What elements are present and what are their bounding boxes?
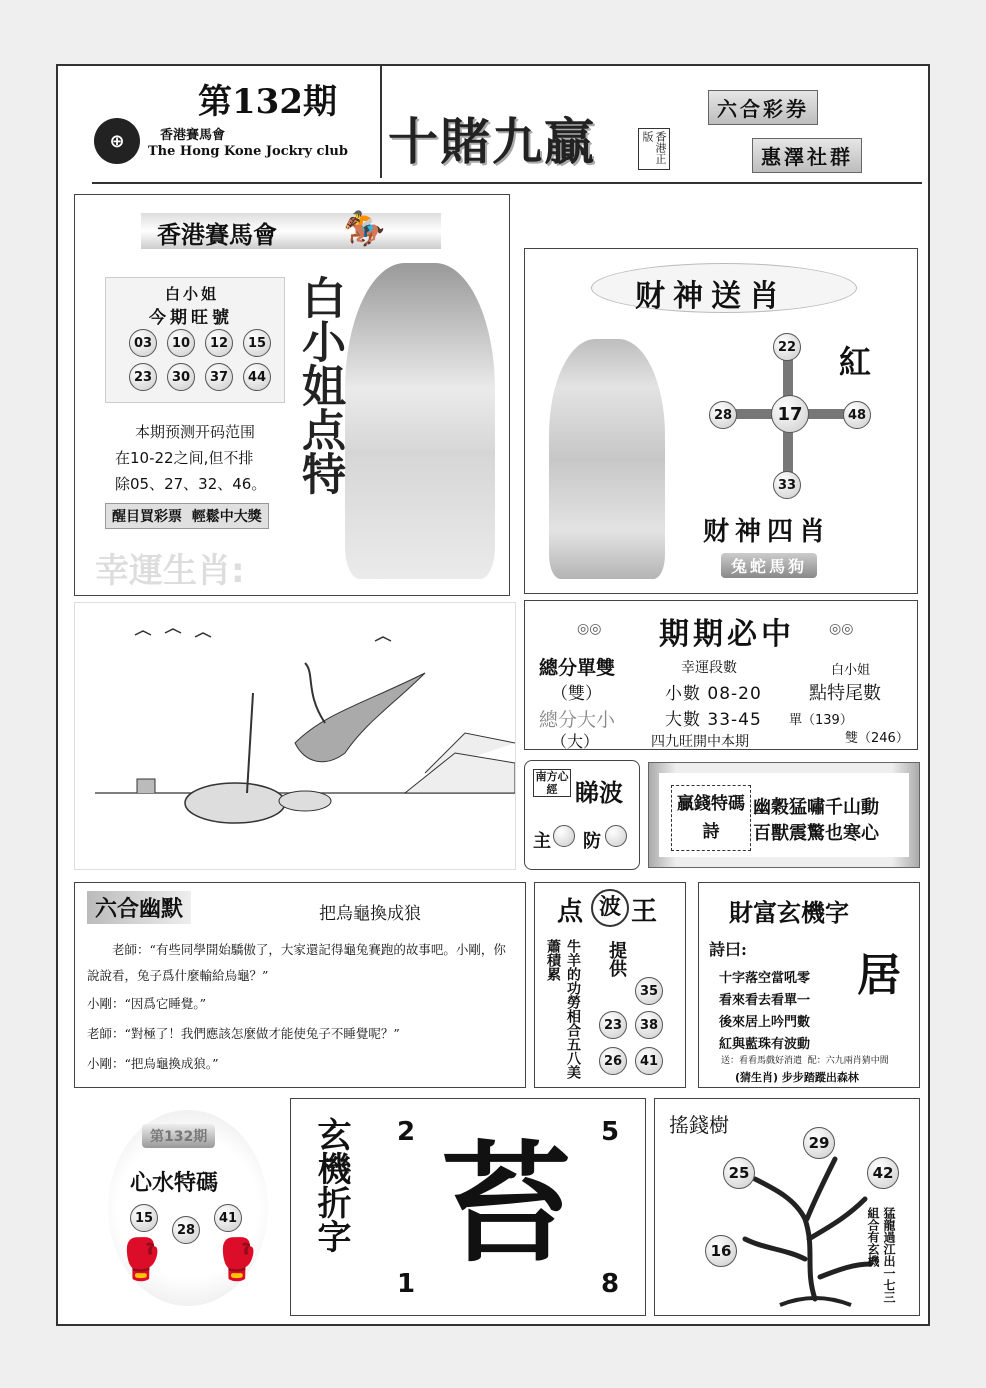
header <box>58 66 928 186</box>
money-tree-panel <box>654 1098 920 1316</box>
qiqi-r4c1: （大） <box>551 732 600 751</box>
lucky-numbers-title: 今期旺號 <box>149 308 233 328</box>
wave-watch-panel <box>524 760 640 870</box>
tree-number: 25 <box>723 1157 755 1189</box>
qiqi-r1c1: 總分單雙 <box>539 657 616 679</box>
qiqi-r3c1: 總分大小 <box>539 709 616 731</box>
wave-king-number: 26 <box>599 1047 627 1075</box>
predict-line-2: 在10-22之间,但不排 <box>115 449 254 467</box>
horse-panel <box>74 194 510 596</box>
heart-issue-badge: 第132期 <box>142 1124 215 1148</box>
heart-number: 15 <box>130 1204 158 1232</box>
wave-king-provide: 提供 <box>606 941 627 977</box>
lucky-number-ball: 44 <box>243 363 271 391</box>
wave-king-number: 23 <box>599 1011 627 1039</box>
fortune-title: 財富玄機字 <box>729 898 849 927</box>
humor-paragraph-2: 小剛：“因爲它睡覺。” <box>87 996 207 1011</box>
qiqi-panel <box>524 600 918 750</box>
glove-icon-right: 🥊 <box>212 1237 262 1283</box>
fortune-poem-head: 詩曰: <box>709 940 747 959</box>
qiqi-r4c2: 四九旺開中本期 <box>651 734 749 750</box>
heart-number: 28 <box>172 1216 200 1244</box>
compass-left-number: 28 <box>709 401 737 429</box>
club-name-en: The Hong Kone Jockry club <box>148 144 348 159</box>
south-heart-badge: 南方心經 <box>533 769 571 797</box>
qiqi-r3c2: 大數 33-45 <box>665 710 762 730</box>
main-ball-icon <box>553 825 575 847</box>
wave-king-title-a: 点 <box>557 897 584 927</box>
fortune-big-char: 居 <box>857 950 901 1001</box>
qiqi-title: 期期必中 <box>659 617 795 652</box>
color-word: 紅 <box>839 343 872 381</box>
predict-line-1: 本期预测开码范围 <box>135 423 256 441</box>
hkjc-logo-icon: ⊕ <box>94 118 140 164</box>
wave-king-poem: 牛羊的功勞相合五八美蕭積累 <box>545 939 581 1079</box>
humor-paragraph-4: 小剛：“把烏龜換成狼。” <box>87 1056 219 1071</box>
qiqi-r2c1: （雙） <box>551 684 602 704</box>
header-rule <box>92 182 922 184</box>
compass-top-number: 22 <box>773 333 801 361</box>
lucky-number-ball: 15 <box>243 329 271 357</box>
split-char-label: 玄機折字 <box>311 1117 351 1253</box>
humor-paragraph-1: 老師：“有些同學開始驕傲了，大家還記得龜兔賽跑的故事吧。小剛，你說說看，兔子爲什麼輸給烏龜？” <box>87 942 506 983</box>
tree-number: 16 <box>705 1235 737 1267</box>
poem-line-1: 幽穀猛嘯千山動 <box>753 797 879 818</box>
disc-icon-right: ◎◎ <box>829 621 854 637</box>
split-char-panel <box>290 1098 646 1316</box>
compass-right-number: 48 <box>843 401 871 429</box>
humor-title: 把烏龜換成狼 <box>319 904 421 924</box>
guard-ball-icon <box>605 825 627 847</box>
heart-number: 41 <box>214 1204 242 1232</box>
disc-icon-left: ◎◎ <box>577 621 602 637</box>
qiqi-r2c3: 點特尾數 <box>809 683 881 704</box>
lucky-number-ball: 10 <box>167 329 195 357</box>
wealth-god-title: 财神送肖 <box>635 279 787 314</box>
model-photo <box>345 263 495 579</box>
heart-title: 心水特碼 <box>130 1170 219 1196</box>
lucky-number-ball: 03 <box>129 329 157 357</box>
qiqi-r3c2b: 單（139） <box>789 713 853 728</box>
qiqi-r1c2: 幸運段數 <box>681 660 737 676</box>
zodiac-plate: 兔蛇馬狗 <box>721 553 817 578</box>
wave-watch-title: 睇波 <box>575 778 623 807</box>
lucky-number-ball: 30 <box>167 363 195 391</box>
qiqi-r1c3: 白小姐 <box>831 663 871 678</box>
humor-panel <box>74 882 526 1088</box>
wealth-god-figure <box>549 339 665 579</box>
tree-side-text: 猛龍過江出一七三組合有玄機 <box>866 1207 896 1303</box>
lucky-numbers-grid <box>129 329 279 391</box>
slogan-bar: 醒目買彩票 輕鬆中大獎 <box>105 503 269 529</box>
fortune-note: 送：看看馬戲好消遣 配：六九兩肖猜中間 <box>721 1056 889 1066</box>
fortune-line-2: 看來看去看單一 <box>719 993 811 1008</box>
miss-bai-title: 白小姐 <box>165 285 220 303</box>
banner-title: 十賭九贏 <box>388 113 596 171</box>
split-char-number-br: 8 <box>601 1269 620 1299</box>
fortune-footer: (猜生肖) 步步踏蹤出森林 <box>735 1071 859 1084</box>
qiqi-r4c3: 雙（246） <box>845 731 909 746</box>
lucky-number-ball: 12 <box>205 329 233 357</box>
glove-icon-left: 🥊 <box>116 1237 166 1283</box>
main-label: 主 <box>533 831 551 852</box>
fortune-line-1: 十字落空當吼零 <box>719 971 811 986</box>
eagle-landscape-drawing <box>75 603 515 869</box>
tree-number: 42 <box>867 1157 899 1189</box>
horse-rider-icon: 🏇 <box>343 209 386 249</box>
split-char-big: 苔 <box>441 1128 572 1280</box>
wave-king-number: 38 <box>635 1011 663 1039</box>
header-divider <box>380 66 382 178</box>
lucky-number-ball: 23 <box>129 363 157 391</box>
split-char-number-tl: 2 <box>397 1117 416 1147</box>
wave-king-panel <box>534 882 686 1088</box>
compass-center-number: 17 <box>771 395 809 433</box>
wave-king-number: 35 <box>635 977 663 1005</box>
poem-label: 贏錢特碼詩 <box>671 785 751 851</box>
qiqi-r2c2: 小數 08-20 <box>665 684 762 704</box>
humor-paragraph-3: 老師：“對極了！我們應該怎麼做才能使兔子不睡覺呢？” <box>87 1026 400 1041</box>
wave-king-title-b: 波 <box>591 889 629 927</box>
heart-panel <box>108 1110 268 1306</box>
issue-number: 第132期 <box>198 82 337 122</box>
humor-label: 六合幽默 <box>87 891 191 924</box>
lottery-tag: 六合彩券 <box>708 90 818 125</box>
poem-panel <box>648 762 920 868</box>
wave-king-title-c: 王 <box>631 897 658 927</box>
split-char-number-tr: 5 <box>601 1117 620 1147</box>
genuine-stamp: 香港正版 <box>638 128 670 170</box>
charity-tag: 惠澤社群 <box>752 138 862 173</box>
wave-king-number: 41 <box>635 1047 663 1075</box>
lucky-zodiac-watermark: 幸運生肖: <box>95 551 245 591</box>
vertical-slogan: 白小姐点特 <box>294 275 345 495</box>
compass-bottom-number: 33 <box>773 471 801 499</box>
guard-label: 防 <box>583 831 601 852</box>
wealth-god-subtitle: 财神四肖 <box>703 517 832 547</box>
fortune-line-4: 紅與藍珠有波動 <box>719 1037 811 1052</box>
tree-number: 29 <box>803 1127 835 1159</box>
money-tree-title: 搖錢樹 <box>669 1113 729 1137</box>
wealth-god-panel <box>524 248 918 594</box>
lucky-number-ball: 37 <box>205 363 233 391</box>
newspaper-page <box>56 64 930 1326</box>
poem-line-2: 百獸震驚也寒心 <box>753 823 879 844</box>
fortune-panel <box>698 882 920 1088</box>
horse-panel-title: 香港賽馬會 <box>157 221 277 249</box>
predict-line-3: 除05、27、32、46。 <box>115 475 267 493</box>
split-char-number-bl: 1 <box>397 1269 416 1299</box>
fortune-line-3: 後來居上吟門數 <box>719 1015 811 1030</box>
club-name-cn: 香港賽馬會 <box>160 128 226 143</box>
landscape-illustration <box>74 602 516 870</box>
